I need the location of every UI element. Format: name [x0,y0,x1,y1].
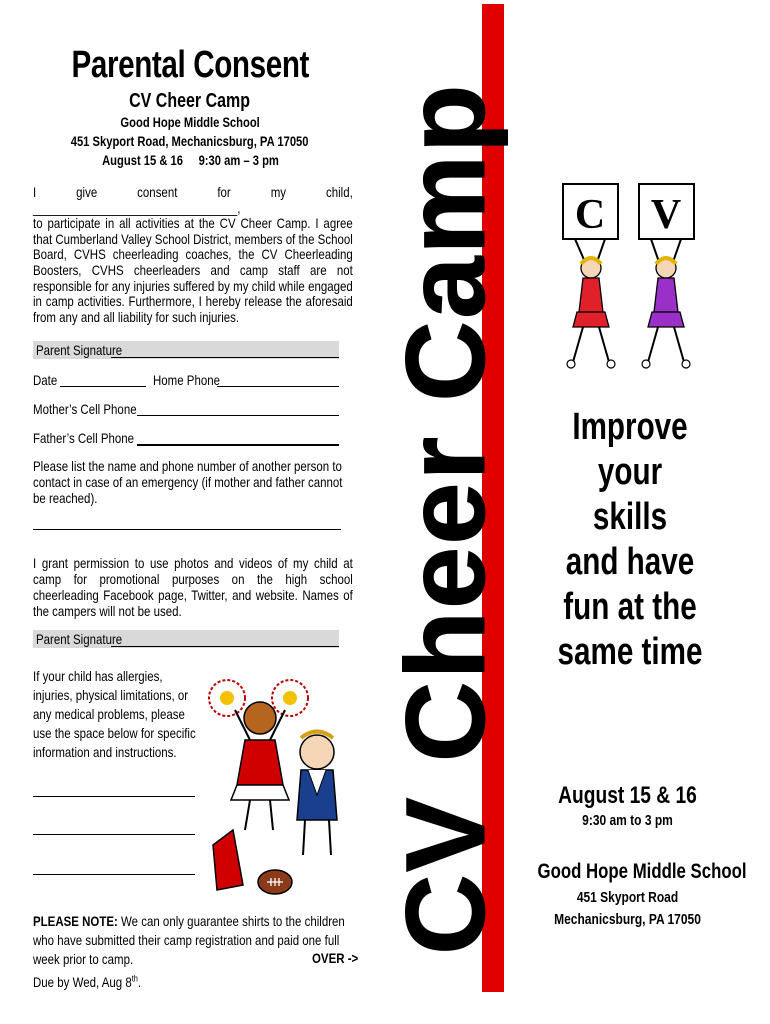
mother-cell-field[interactable] [137,415,339,416]
promo-school: Good Hope Middle School [537,860,747,883]
school-address: 451 Skyport Road, Mechanicsburg, PA 17050 [71,133,309,149]
sign-letter-v: V [650,192,682,238]
tagline-line: fun at the [563,586,697,628]
father-cell-field[interactable] [137,444,339,446]
promo-street: 451 Skyport Road [576,889,679,906]
promo-city: Mechanicsburg, PA 17050 [554,911,701,928]
consent-intro: I give consent for my child, ________________________________, [33,184,353,216]
father-cell-label: Father’s Cell Phone [33,430,135,446]
promo-dates: August 15 & 16 [558,782,697,809]
medical-info-line-1[interactable] [33,796,195,797]
tagline-line: your [597,451,663,493]
sign-letter-c: C [574,192,606,238]
emergency-contact-field[interactable] [33,529,341,530]
tagline-line: same time [557,631,703,673]
camp-dates: August 15 & 16 9:30 am – 3 pm [101,152,279,168]
school-name: Good Hope Middle School [120,114,260,130]
consent-body: to participate in all activities at the CV Cheer Camp. I agree that Cumberland Valley School District, members of the School Board, CVHS cheerleading coaches, the CV Cheerleading Boosters, CVHS cheerleaders and camp staff are not responsible for any injuries suffered by my child while engaged in camp activities. Furthermore, I hereby release the aforesaid from any and all liability for such injuries. [33,215,353,325]
parent-signature-line-2[interactable] [111,646,339,647]
home-phone-field[interactable] [217,386,339,387]
tagline-line: skills [592,496,668,538]
mother-cell-label: Mother’s Cell Phone [33,401,137,417]
note-text: We can only guarantee shirts to the children who have submitted their camp registration and paid one full week prior to camp. [33,913,345,967]
vertical-camp-title: CV Cheer Camp [383,82,508,955]
note-label: PLEASE NOTE: [33,913,118,929]
photo-permission-paragraph: I grant permission to use photos and videos of my child at camp for promotional purposes on the high school cheerleading Facebook page, Twitter, and website. Names of the campers will not be used. [33,555,353,619]
please-note-paragraph [33,912,353,992]
page-title: Parental Consent [71,44,309,86]
allergies-instructions: If your child has allergies, injuries, physical limitations, or any medical problems, please use the space below for specific information and instructions. [33,668,196,760]
parent-signature-line[interactable] [111,357,339,358]
medical-info-line-2[interactable] [33,834,195,835]
date-label: Date [33,372,58,388]
consent-paragraph [33,185,353,325]
camp-subtitle: CV Cheer Camp [129,90,251,112]
tagline-line: Improve [572,406,688,448]
promo-tagline [530,405,730,675]
medical-info-line-3[interactable] [33,874,195,875]
over-indicator: OVER -> [312,950,359,966]
date-field[interactable] [60,386,146,387]
promo-times: 9:30 am to 3 pm [582,812,673,829]
parent-signature-label-2: Parent Signature [36,631,123,647]
due-date: Due by Wed, Aug 8th. [33,973,142,990]
cheerleaders-illustration [205,670,345,905]
parent-signature-label: Parent Signature [36,342,123,358]
home-phone-label: Home Phone [153,372,221,388]
cv-cheerleaders-illustration [555,182,705,372]
tagline-line: and have [565,541,695,583]
emergency-contact-instructions: Please list the name and phone number of another person to contact in case of an emergency (if mother and father cannot be reached). [33,458,343,506]
